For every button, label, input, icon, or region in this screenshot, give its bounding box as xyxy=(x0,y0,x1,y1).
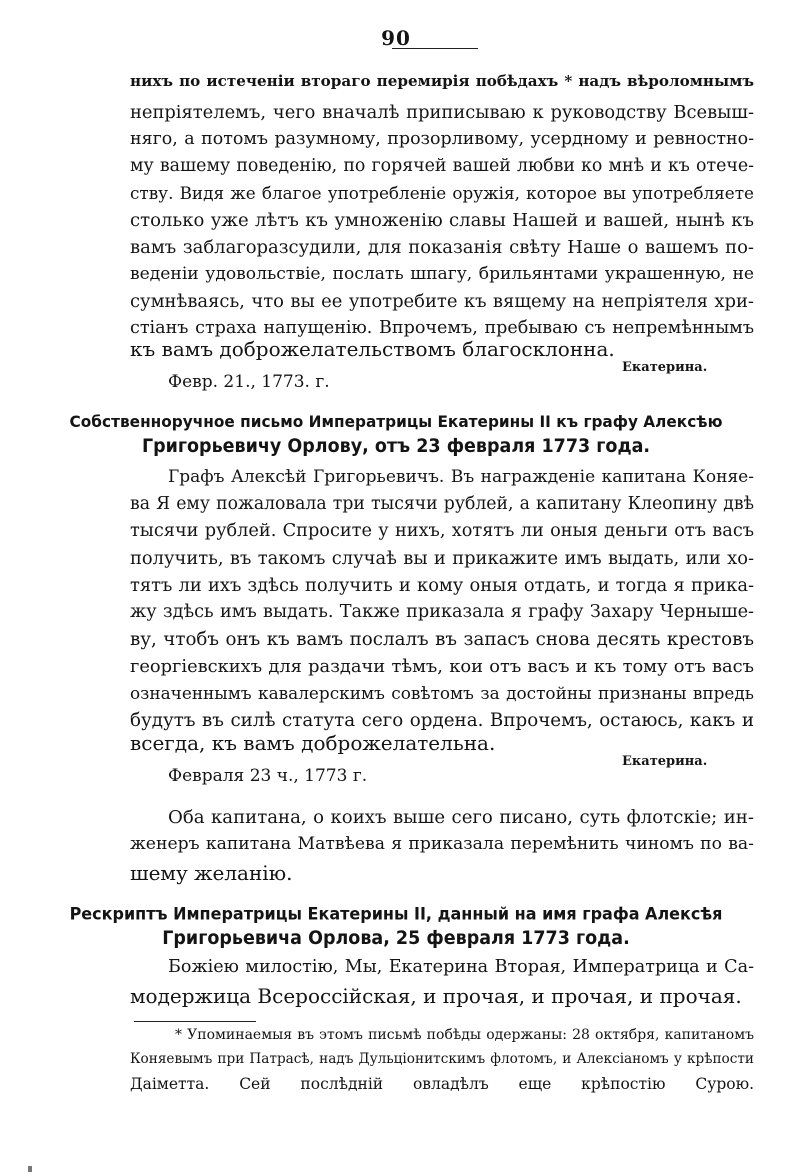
text-line: модержица Всероссійская, и прочая, и прочая, и прочая. xyxy=(130,984,742,1008)
text-line: георгіевскихъ для раздачи тѣмъ, кои отъ васъ и къ тому отъ васъ xyxy=(130,656,754,677)
section-heading: Григорьевичу Орлову, отъ 23 февраля 1773 года. xyxy=(141,436,651,458)
text-line: му вашему поведенію, по горячей вашей любви ко мнѣ и къ отече- xyxy=(130,156,754,176)
text-line: ву, чтобъ онъ къ вамъ послалъ въ запасъ снова десять крестовъ xyxy=(130,629,754,650)
text-line: непріятелемъ, чего вначалѣ приписываю к руководству Всевыш- xyxy=(130,102,754,123)
text-line: ству. Видя же благое употребленіе оружія, которое вы употребляете xyxy=(130,183,754,203)
text-line: вамъ заблагоразсудили, для показанія свѣту Наше о вашемъ по- xyxy=(130,237,754,258)
page-number-rule xyxy=(392,48,478,49)
section-heading: Рескриптъ Императрицы Екатерины II, данный на имя графа Алексѣя xyxy=(69,903,723,924)
text-line: Божіею милостію, Мы, Екатерина Вторая, Императрица и Са- xyxy=(168,957,754,977)
text-line: получить, въ такомъ случаѣ вы и прикажите имъ выдать, или хо- xyxy=(130,548,754,569)
signature: Екатерина. xyxy=(622,360,708,375)
text-line: нихъ по истеченіи втораго перемирія побѣдахъ * надъ вѣроломнымъ xyxy=(130,72,754,90)
letter-date: Февр. 21., 1773. г. xyxy=(168,372,330,392)
text-line: стіанъ страха напущенію. Впрочемъ, пребываю съ непремѣннымъ xyxy=(130,318,754,338)
text-line: веденіи удовольствіе, послать шпагу, брильянтами украшенную, не xyxy=(130,264,754,284)
text-line: всегда, къ вамъ доброжелательна. xyxy=(130,731,496,755)
page-number: 90 xyxy=(381,26,411,50)
text-line: тысячи рублей. Спросите у нихъ, хотятъ ли оныя деньги отъ васъ xyxy=(130,521,754,541)
text-line: жу здѣсь имъ выдать. Также приказала я графу Захару Чернышe- xyxy=(130,602,754,622)
scan-mark xyxy=(28,1166,32,1172)
letter-date: Февраля 23 ч., 1773 г. xyxy=(168,766,368,786)
footnote-line: Даіметта. Сей послѣдній овладѣлъ еще крѣпостію Сурою. xyxy=(130,1075,754,1093)
footnote-line: * Упоминаемыя въ этомъ письмѣ побѣды одержаны: 28 октября, капитаномъ xyxy=(175,1027,754,1043)
text-line: няго, а потомъ разумному, прозорливому, усердному и ревностно- xyxy=(130,129,754,149)
postscript-line: женеръ капитана Матвѣева я приказала перемѣнить чиномъ по ва- xyxy=(130,834,754,854)
postscript-line: шему желанію. xyxy=(130,861,293,885)
text-line: Графъ Алексѣй Григорьевичъ. Въ награжденіе капитана Коняе- xyxy=(168,467,754,487)
postscript-line: Оба капитана, о коихъ выше сего писано, суть флотскіе; ин- xyxy=(168,807,754,828)
text-line: означеннымъ кавалерскимъ совѣтомъ за достойны признаны впредь xyxy=(130,683,754,703)
section-heading: Григорьевича Орлова, 25 февраля 1773 года. xyxy=(162,928,630,950)
text-line: тятъ ли ихъ здѣсь получить и кому оныя отдать, и тогда я прика- xyxy=(130,575,754,596)
section-heading: Собственноручное письмо Императрицы Екатерины II къ графу Алексѣю xyxy=(69,412,723,432)
footnote-rule xyxy=(134,1021,256,1022)
text-line: сумнѣваясь, что вы ее употребите къ вящему на непріятеля хри- xyxy=(130,291,754,312)
text-line: ва Я ему пожаловала три тысячи рублей, а капитану Клеопину двѣ xyxy=(130,494,754,514)
text-line: будутъ въ силѣ статута сего ордена. Впрочемъ, остаюсь, какъ и xyxy=(130,710,754,731)
text-line: къ вамъ доброжелательствомъ благосклонна. xyxy=(130,337,615,361)
text-line: столько уже лѣтъ къ умноженію славы Нашей и вашей, нынѣ къ xyxy=(130,210,754,231)
signature: Екатерина. xyxy=(622,754,708,769)
footnote-line: Коняевымъ при Патрасѣ, надъ Дульціонитскимъ флотомъ, и Алексіаномъ у крѣпости xyxy=(130,1051,754,1067)
